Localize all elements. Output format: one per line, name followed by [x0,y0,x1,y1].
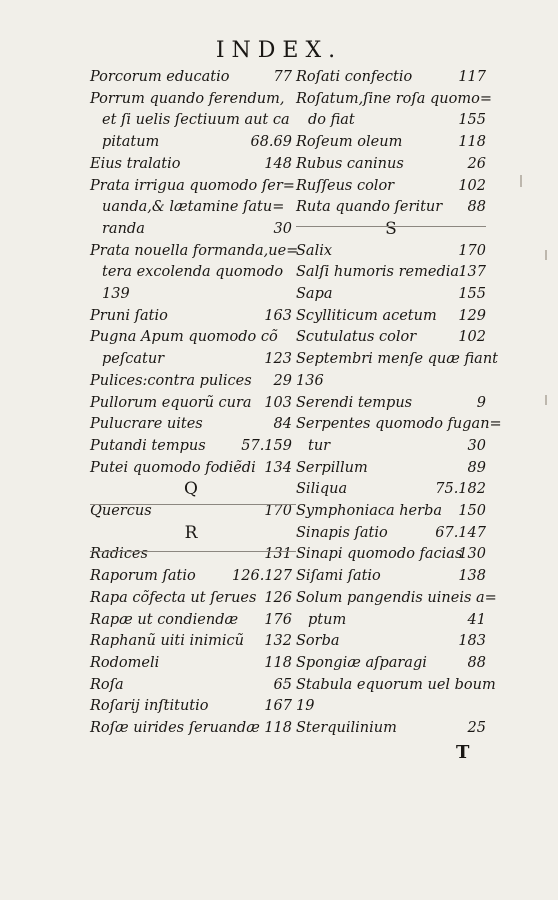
index-entry [296,543,486,565]
index-entry [296,66,486,88]
entry-text: 19 [296,698,315,715]
index-entry [296,196,486,218]
index-entry [90,66,292,88]
index-entry [296,717,486,739]
entry-page-number: 65 [273,676,292,693]
entry-text: Putei quomodo fodiẽdi [90,459,256,476]
index-entry [296,131,486,153]
entry-text: pitatum [102,134,160,151]
entry-text: Scutulatus color [296,329,417,346]
index-entry [296,695,486,717]
entry-page-number: 102 [458,329,486,346]
index-entry [90,413,292,435]
entry-text: Scylliticum acetum [296,307,437,324]
entry-text: Symphoniaca herba [296,503,442,519]
index-entry [296,674,496,696]
entry-text: S [385,218,397,239]
index-entry [296,652,486,674]
section-rule [90,551,296,552]
entry-page-number: 170 [458,242,486,259]
index-entry [90,88,292,110]
index-entry [90,153,292,175]
index-entry [90,196,292,218]
entry-page-number: 170 [264,503,292,519]
entry-text: ptum [308,611,347,628]
entry-text: 136 [296,372,324,389]
entry-text: Roſati confectio [296,69,413,85]
entry-text: R [184,522,198,543]
entry-page-number: 129 [458,307,486,324]
entry-page-number: 155 [458,286,486,302]
entry-page-number: 57.159 [241,437,292,454]
entry-text: randa [102,220,145,237]
index-entry [90,109,292,131]
index-entry [296,109,486,131]
index-entry [90,674,292,696]
entry-page-number: 89 [467,459,486,476]
entry-text: Roſeum oleum [296,134,403,151]
entry-text: Serpentes quomodo fugan= [296,416,502,433]
margin-mark [545,250,547,260]
entry-text: Raporum ſatio [90,568,196,585]
entry-page-number: 117 [458,69,486,85]
page-title: INDEX. [215,38,343,63]
margin-mark [545,395,547,405]
entry-text: tur [308,437,331,454]
entry-text: Radices [90,546,148,563]
index-entry [90,587,292,609]
index-entry [90,630,292,652]
entry-text: 139 [102,286,130,302]
entry-page-number: 167 [264,698,292,715]
entry-text: Solum pangendis uineis a= [296,589,497,606]
index-entry [296,609,486,631]
entry-page-number: 30 [273,220,292,237]
entry-text: et ſi uelis ſectiuum aut ca [102,112,290,129]
entry-page-number: 77 [273,69,292,85]
entry-page-number: 75.182 [435,481,486,498]
entry-page-number: 132 [264,633,292,650]
index-entry [90,370,292,392]
entry-page-number: 41 [467,611,486,628]
entry-text: Stabula equorum uel boum [296,676,496,693]
entry-text: Salſi humoris remedia [296,264,460,281]
entry-text: Raphanũ uiti inimicũ [90,633,244,650]
index-entry [90,348,292,370]
entry-text: Roſæ uirides ſeruandæ [90,720,260,736]
entry-page-number: 67.147 [435,524,486,541]
section-rule [296,226,486,227]
entry-text: Pulucrare uites [90,416,203,433]
index-entry [90,435,292,457]
index-entry [90,543,292,565]
entry-text: uanda,& lætamine ſatu= [102,199,285,216]
entry-text: Sinapis ſatio [296,524,388,541]
index-entry [90,565,292,587]
section-letter [90,522,292,544]
entry-page-number: 102 [458,177,486,194]
index-entry [296,88,492,110]
entry-text: Quercus [90,503,152,519]
section-letter [90,478,292,500]
index-entry [296,175,486,197]
index-entry [90,652,292,674]
entry-page-number: 9 [476,394,486,411]
entry-text: Sapa [296,286,333,302]
index-entry [296,261,486,283]
entry-page-number: 163 [264,307,292,324]
index-entry [90,305,292,327]
index-entry [296,326,486,348]
entry-page-number: 84 [273,416,292,433]
index-entry [90,218,292,240]
index-entry [90,261,292,283]
entry-text: Roſatum,ſine roſa quomo= [296,90,492,107]
index-entry [90,717,292,739]
entry-text: Rapæ ut condiendæ [90,611,239,628]
entry-page-number: 137 [458,264,486,281]
entry-page-number: 138 [458,568,486,585]
index-entry [296,370,486,392]
entry-page-number: 130 [458,546,486,563]
entry-page-number: 126 [264,589,292,606]
catchword: T [456,742,470,763]
entry-page-number: 26 [467,155,486,172]
entry-text: Salix [296,242,333,259]
index-entry [90,175,295,197]
entry-page-number: 155 [458,112,486,129]
index-entry [296,240,486,262]
index-entry [296,153,486,175]
section-letter [296,218,486,240]
index-entry [296,283,486,305]
index-entry [296,630,486,652]
entry-text: Rubus caninus [296,155,404,172]
entry-page-number: 123 [264,351,292,368]
entry-text: Roſarij inſtitutio [90,698,209,715]
index-entry [296,392,486,414]
index-entry [90,240,299,262]
index-entry [296,565,486,587]
index-entry [296,305,486,327]
entry-page-number: 68.69 [250,134,292,151]
index-entry [296,435,486,457]
entry-text: Serendi tempus [296,394,413,411]
entry-page-number: 88 [467,654,486,671]
entry-page-number: 126.127 [232,568,292,585]
section-rule [90,504,296,505]
entry-text: peſcatur [102,351,165,368]
index-entry [296,478,486,500]
entry-page-number: 118 [458,134,486,151]
entry-text: Sorba [296,633,340,650]
index-entry [90,326,292,348]
index-entry [90,609,292,631]
entry-text: Prata nouella formanda,ue= [90,242,299,259]
index-entry [296,457,486,479]
entry-text: Pruni ſatio [90,307,168,324]
entry-text: Pullorum equorũ cura [90,394,252,411]
entry-text: Rodomeli [90,654,160,671]
entry-page-number: 118 [264,654,292,671]
entry-page-number: 118 [264,720,292,736]
index-entry [90,283,292,305]
entry-text: Siliqua [296,481,348,498]
index-entry [296,500,486,522]
entry-text: Roſa [90,676,124,693]
entry-text: Q [184,479,198,500]
entry-page-number: 183 [458,633,486,650]
entry-page-number: 131 [264,546,292,563]
entry-text: Eius tralatio [90,155,181,172]
entry-text: Pugna Apum quomodo cõ [90,329,278,346]
index-entry [296,413,502,435]
entry-page-number: 103 [264,394,292,411]
entry-text: do fiat [308,112,355,129]
index-entry [296,348,498,370]
index-entry [296,522,486,544]
index-entry [296,587,497,609]
entry-page-number: 148 [264,155,292,172]
entry-text: Ruta quando ſeritur [296,199,443,216]
entry-text: Septembri menſe quæ fiant [296,351,498,368]
entry-text: Ruſſeus color [296,177,395,194]
index-entry [90,392,292,414]
entry-page-number: 29 [273,372,292,389]
entry-text: Rapa cõfecta ut ſerues [90,589,257,606]
entry-text: Porrum quando ferendum, [90,90,285,107]
entry-text: Siſami ſatio [296,568,381,585]
entry-page-number: 176 [264,611,292,628]
entry-page-number: 25 [467,720,486,736]
margin-mark [520,175,522,187]
entry-text: Sinapi quomodo facias [296,546,463,563]
index-entry [90,457,292,479]
entry-text: Serpillum [296,459,368,476]
index-entry [90,695,292,717]
index-entry [90,131,292,153]
entry-text: Pulices:contra pulices [90,372,252,389]
entry-page-number: 30 [467,437,486,454]
entry-text: Putandi tempus [90,437,206,454]
entry-page-number: 150 [458,503,486,519]
entry-text: Sterquilinium [296,720,397,736]
entry-text: Spongiæ aſparagi [296,654,427,671]
entry-text: Prata irrigua quomodo ſer= [90,177,295,194]
entry-text: Porcorum educatio [90,69,230,85]
entry-page-number: 88 [467,199,486,216]
entry-page-number: 134 [264,459,292,476]
entry-text: tera excolenda quomodo [102,264,284,281]
